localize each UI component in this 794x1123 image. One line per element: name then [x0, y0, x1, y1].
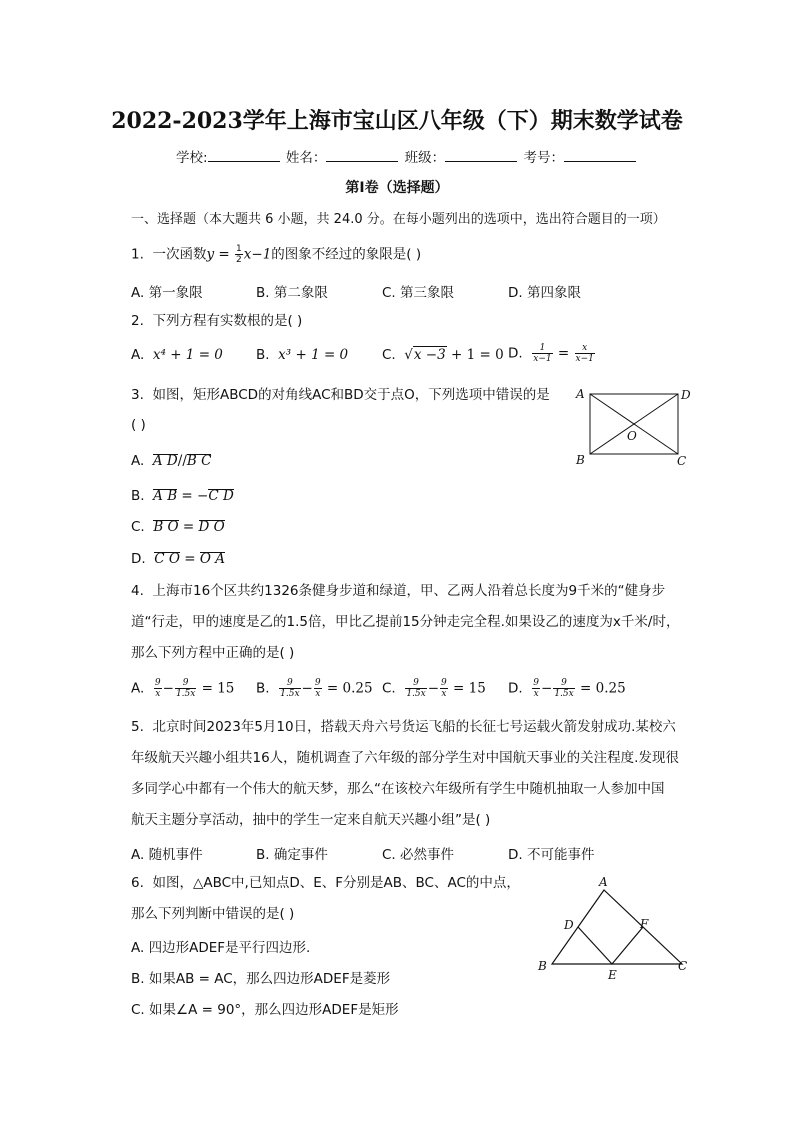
label-c: C: [678, 959, 688, 973]
q3-rectangle-figure: [570, 384, 700, 474]
q5-number: 5.: [131, 719, 144, 735]
question-5-line1: [131, 718, 676, 736]
q4-option-d[interactable]: D. $\frac{9}{x}$ − $\frac{9}{1.5x}$ = 0.25: [508, 678, 626, 699]
question-5-line2: 年级航天兴趣小组共16人，随机调查了六年级的部分学生对中国航天事业的关注程度.发现很: [131, 750, 679, 766]
q3-option-b[interactable]: B. A B = −C D: [131, 488, 234, 504]
q4-number: 4.: [131, 583, 144, 599]
q1-text-pre: 一次函数: [152, 246, 207, 263]
q6-option-a[interactable]: A. 四边形ADEF是平行四边形.: [131, 940, 311, 956]
question-4-line2: 道“行走，甲的速度是乙的1.5倍，甲比乙提前15分钟走完全程.如果设乙的速度为x千米/时，: [131, 614, 680, 630]
q3-option-a[interactable]: A. A D//B C: [131, 453, 212, 469]
name-blank[interactable]: [326, 149, 398, 162]
question-4-line1: [131, 582, 665, 600]
label-e: E: [608, 968, 617, 982]
q4-text-1: 上海市16个区共约1326条健身步道和绿道，甲、乙两人沿着总长度为9千米的“健身步: [152, 583, 666, 599]
q2-number: 2.: [131, 313, 144, 329]
q4-option-c[interactable]: C. $\frac{9}{1.5x}$ − $\frac{9}{x}$ = 15: [382, 678, 486, 699]
label-b: B: [538, 959, 547, 973]
q1-eq: =: [214, 246, 235, 263]
q6-text-1: 如图，△ABC中,已知点D、E、F分别是AB、BC、AC的中点，: [152, 875, 520, 891]
q6-triangle-figure: [532, 874, 702, 984]
exam-no-label: 考号：: [523, 150, 564, 166]
question-6-line2: 那么下列判断中错误的是( ): [131, 906, 295, 922]
q2-option-b[interactable]: B. x³ + 1 = 0: [256, 347, 349, 363]
section-instruction: 一、选择题（本大题共 6 小题，共 24.0 分。在每小题列出的选项中，选出符合题目的一项）: [131, 212, 666, 227]
class-label: 班级：: [404, 150, 446, 166]
name-label: 姓名：: [285, 150, 327, 166]
q1-option-c[interactable]: C. 第三象限: [382, 285, 455, 301]
label-d: D: [681, 388, 691, 402]
q6-option-b[interactable]: B. 如果AB = AC，那么四边形ADEF是菱形: [131, 971, 391, 987]
q5-text-1: 北京时间2023年5月10日，搭载天舟六号货运飞船的长征七号运载火箭发射成功.某校六: [152, 719, 676, 735]
q1-var-y: y: [206, 246, 215, 263]
q1-fraction: $\frac{1}{2}$: [236, 244, 242, 265]
section-title: 第I卷（选择题）: [345, 180, 449, 196]
label-b: B: [576, 453, 585, 467]
q3-paren: ( ): [131, 417, 146, 433]
label-f: F: [640, 917, 649, 931]
question-6-line1: [131, 874, 520, 892]
question-3: [131, 386, 550, 404]
question-1: [131, 244, 421, 265]
label-a: A: [599, 875, 608, 889]
q1-text-post: 的图象不经过的象限是( ): [271, 246, 422, 263]
q2-option-a[interactable]: A. x⁴ + 1 = 0: [131, 347, 223, 363]
label-o: O: [627, 429, 637, 443]
label-a: A: [576, 387, 585, 401]
question-4-line3: 那么下列方程中正确的是( ): [131, 645, 295, 661]
exam-title: 2022-2023学年上海市宝山区八年级（下）期末数学试卷: [111, 108, 683, 134]
label-d: D: [564, 918, 574, 932]
q4-option-a[interactable]: A. $\frac{9}{x}$ − $\frac{9}{1.5x}$ = 15: [131, 678, 235, 699]
class-blank[interactable]: [445, 149, 517, 162]
lines-de-ef: [578, 927, 643, 964]
q5-option-d[interactable]: D. 不可能事件: [508, 847, 595, 863]
school-label: 学校:: [176, 150, 208, 166]
question-2: [131, 312, 302, 330]
q6-number: 6.: [131, 875, 144, 891]
q2-text: 下列方程有实数根的是( ): [152, 313, 303, 329]
q3-text: 如图，矩形ABCD的对角线AC和BD交于点O，下列选项中错误的是: [152, 387, 550, 403]
q1-option-a[interactable]: A. 第一象限: [131, 285, 203, 301]
student-info-line: [176, 146, 638, 166]
q1-option-d[interactable]: D. 第四象限: [508, 285, 581, 301]
q3-number: 3.: [131, 387, 144, 403]
q5-option-b[interactable]: B. 确定事件: [256, 847, 328, 863]
q2-option-c[interactable]: C. √x −3 + 1 = 0: [382, 347, 504, 363]
q5-option-c[interactable]: C. 必然事件: [382, 847, 455, 863]
q2-option-d[interactable]: D. $\frac{1}{x-1}$ = $\frac{x}{x-1}$: [508, 343, 594, 364]
question-5-line3: 多同学心中都有一个伟大的航天梦，那么“在该校六年级所有学生中随机抽取一人参加中国: [131, 781, 665, 797]
q3-option-d[interactable]: D. C O = O A: [131, 551, 225, 567]
q3-option-c[interactable]: C. B O = D O: [131, 519, 225, 535]
q5-option-a[interactable]: A. 随机事件: [131, 847, 203, 863]
q6-option-c[interactable]: C. 如果∠A = 90°，那么四边形ADEF是矩形: [131, 1002, 399, 1018]
q1-number: 1.: [131, 246, 144, 263]
q1-expr: x−1: [243, 246, 272, 263]
q1-option-b[interactable]: B. 第二象限: [256, 285, 328, 301]
q4-option-b[interactable]: B. $\frac{9}{1.5x}$ − $\frac{9}{x}$ = 0.25: [256, 678, 373, 699]
exam-no-blank[interactable]: [564, 149, 636, 162]
question-5-line4: 航天主题分享活动，抽中的学生一定来自航天兴趣小组”是( ): [131, 812, 491, 828]
label-c: C: [677, 454, 687, 468]
school-blank[interactable]: [208, 149, 280, 162]
